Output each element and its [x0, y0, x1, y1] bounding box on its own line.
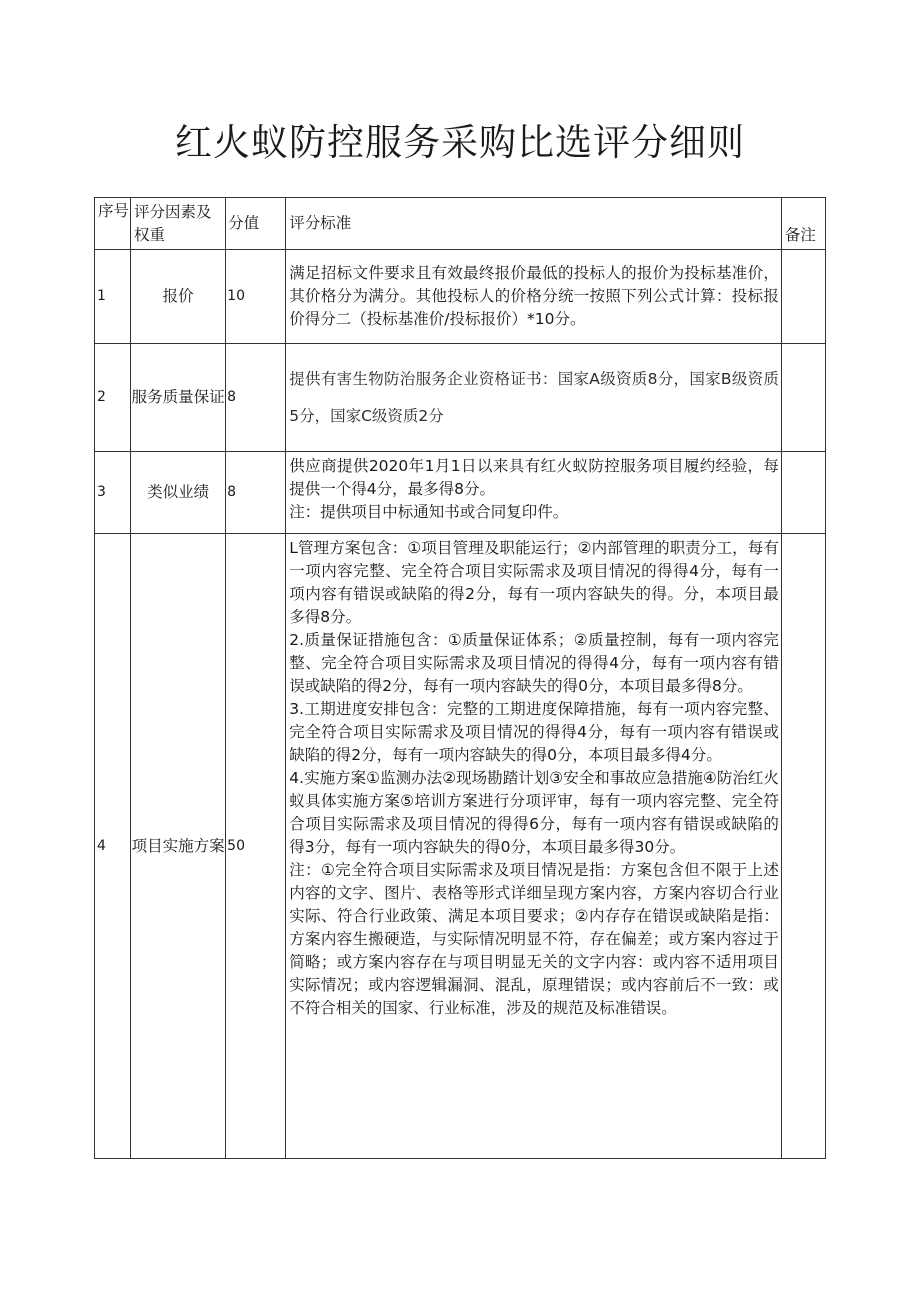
standard-paragraph: L管理方案包含：①项目管理及职能运行；②内部管理的职责分工，每有一项内容完整、完全符合项目实际需求及项目情况的得得4分，每有一项内容有错误或缺陷的得2分，每有一项内容缺失的得。分，本项目最多得8分。	[289, 539, 779, 626]
row-value: 8	[226, 452, 286, 534]
header-factor: 评分因素及权重	[131, 198, 226, 250]
table-row	[95, 452, 826, 534]
table-row	[95, 250, 826, 344]
row-standard	[286, 344, 782, 452]
scoring-table	[94, 197, 826, 1159]
header-index: 序号	[95, 198, 131, 250]
row-note	[781, 534, 825, 1159]
row-note	[781, 344, 825, 452]
table-row	[95, 344, 826, 452]
standard-paragraph: 注：提供项目中标通知书或合同复印件。	[289, 503, 569, 521]
header-standard: 评分标准	[286, 198, 782, 250]
row-standard	[286, 452, 782, 534]
row-factor: 服务质量保证	[131, 344, 226, 452]
standard-paragraph: 提供有害生物防治服务企业资格证书：国家A级资质8分，国家B级资质5分，国家C级资质2分	[289, 369, 779, 425]
standard-paragraph: 4.实施方案①监测办法②现场勘踏计划③安全和事故应急措施④防治红火蚁具体实施方案⑤培训方案进行分项评审，每有一项内容完整、完全符合项目实际需求及项目情况的得得6分，每有一项内容有错误或缺陷的得3分，每有一项内容缺失的得0分，本项目最多得30分。	[289, 769, 779, 856]
row-index: 2	[95, 344, 131, 452]
standard-paragraph: 供应商提供2020年1月1日以来具有红火蚁防控服务项目履约经验，每提供一个得4分，最多得8分。	[289, 457, 779, 498]
row-factor: 项目实施方案	[131, 534, 226, 1159]
row-index: 3	[95, 452, 131, 534]
row-value: 8	[226, 344, 286, 452]
header-value: 分值	[226, 198, 286, 250]
row-standard	[286, 250, 782, 344]
standard-paragraph: 3.工期进度安排包含：完整的工期进度保障措施，每有一项内容完整、完全符合项目实际需求及项目情况的得得4分，每有一项内容有错误或缺陷的得2分，每有一项内容缺失的得0分，本项目最多得4分。	[289, 700, 779, 764]
row-standard	[286, 534, 782, 1159]
header-note: 备注	[781, 198, 825, 250]
row-note	[781, 452, 825, 534]
table-header-row	[95, 198, 826, 250]
row-factor: 报价	[131, 250, 226, 344]
row-value: 10	[226, 250, 286, 344]
standard-paragraph: 满足招标文件要求且有效最终报价最低的投标人的报价为投标基准价，其价格分为满分。其他投标人的价格分统一按照下列公式计算：投标报价得分二（投标基准价/投标报价）*10分。	[289, 264, 779, 328]
row-factor: 类似业绩	[131, 452, 226, 534]
row-note	[781, 250, 825, 344]
row-index: 1	[95, 250, 131, 344]
row-index: 4	[95, 534, 131, 1159]
table-row	[95, 534, 826, 1159]
standard-paragraph: 注：①完全符合项目实际需求及项目情况是指：方案包含但不限于上述内容的文字、图片、表格等形式详细呈现方案内容，方案内容切合行业实际、符合行业政策、满足本项目要求；②内存存在错误或缺陷是指：方案内容生搬硬造，与实际情况明显不符，存在偏差；或方案内容过于简略；或方案内容存在与项目明显无关的文字内容：或内容不适用项目实际情况；或内容逻辑漏洞、混乱，原理错误；或内容前后不一致：或不符合相关的国家、行业标准，涉及的规范及标准错误。	[289, 861, 779, 1017]
row-value: 50	[226, 534, 286, 1159]
standard-paragraph: 2.质量保证措施包含：①质量保证体系；②质量控制，每有一项内容完整、完全符合项目实际需求及项目情况的得得4分，每有一项内容有错误或缺陷的得2分，每有一项内容缺失的得0分，本项目最多得8分。	[289, 631, 779, 695]
document-title: 红火蚁防控服务采购比选评分细则	[175, 121, 745, 164]
